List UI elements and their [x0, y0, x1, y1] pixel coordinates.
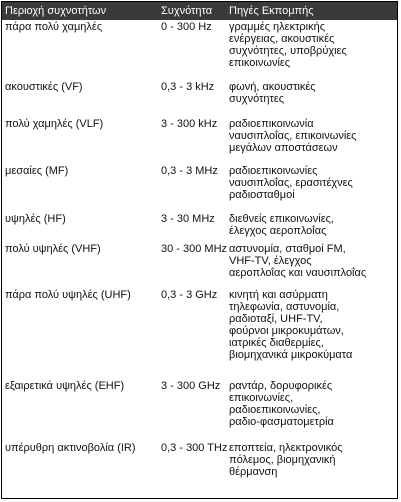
sources-line: ραδιο-φασματομετρία	[229, 416, 334, 428]
table-row	[2, 164, 397, 212]
sources-line: ναυσιπλοΐας, επικοινωνίες	[229, 130, 357, 142]
frequency-table-frame	[1, 1, 398, 499]
sources-line: έλεγχος αεροπλοΐας	[229, 225, 327, 237]
table-row	[2, 441, 397, 487]
region-cell: ακουστικές (VF)	[5, 81, 83, 93]
region-cell: πολύ υψηλές (VHF)	[5, 243, 101, 255]
sources-line: ραντάρ, δορυφορικές	[229, 380, 333, 392]
sources-line: τηλεφωνία, αστυνομία,	[229, 301, 340, 313]
region-cell: πάρα πολύ υψηλές (UHF)	[5, 289, 131, 301]
frequency-cell: 0,3 - 300 THz	[161, 442, 228, 454]
sources-line: βιομηχανικά μικροκύματα	[229, 349, 353, 361]
sources-line: ραδιοεπικοινωνίες	[229, 165, 318, 177]
sources-line: ραδιοεπικοινωνία	[229, 118, 314, 130]
table-row	[2, 379, 397, 441]
sources-cell	[228, 164, 397, 212]
table-row	[2, 117, 397, 164]
header-sources: Πηγές Εκπομπής	[228, 2, 397, 20]
sources-line: επικοινωνίες,	[229, 392, 294, 404]
sources-line: αστυνομία, σταθμοί FM,	[229, 243, 346, 255]
sources-line: ραδιοσταθμοί	[229, 189, 295, 201]
sources-line: κινητή και ασύρματη	[229, 289, 328, 301]
frequency-cell: 3 - 30 MHz	[161, 213, 215, 225]
table-row	[2, 288, 397, 379]
region-cell: υπέρυθρη ακτινοβολία (IR)	[5, 442, 136, 454]
sources-cell	[228, 288, 397, 379]
frequency-cell: 30 - 300 MHz	[161, 243, 228, 255]
header-frequency: Συχνότητα	[157, 2, 228, 20]
sources-line: ενέργειας, ακουστικές	[229, 33, 335, 45]
sources-line: διεθνείς επικοινωνίες,	[229, 213, 334, 225]
table-row	[2, 80, 397, 117]
header-region: Περιοχή συχνοτήτων	[2, 2, 157, 20]
region-cell: εξαιρετικά υψηλές (EHF)	[5, 380, 125, 392]
frequency-cell: 3 - 300 kHz	[161, 118, 218, 130]
region-cell: μεσαίες (MF)	[5, 165, 69, 177]
sources-cell	[228, 20, 397, 80]
sources-cell	[228, 379, 397, 441]
sources-line: γραμμές ηλεκτρικής	[229, 21, 326, 33]
sources-line: θέρμανση	[229, 466, 278, 478]
frequency-cell: 0,3 - 3 MHz	[161, 165, 218, 177]
region-cell: πολύ χαμηλές (VLF)	[5, 118, 104, 130]
sources-cell	[228, 212, 397, 242]
table-row	[2, 212, 397, 242]
sources-line: ραδιοεπικοινωνίες,	[229, 404, 321, 416]
sources-cell	[228, 441, 397, 487]
sources-line: ιατρικές διαθερμίες,	[229, 337, 324, 349]
sources-line: πόλεμος, βιομηχανική	[229, 454, 336, 466]
sources-cell	[228, 80, 397, 117]
table-header-row	[2, 2, 397, 20]
table-row	[2, 20, 397, 80]
sources-line: φούρνοι μικροκυμάτων,	[229, 325, 344, 337]
region-cell: πάρα πολύ χαμηλές	[5, 21, 103, 33]
sources-line: επικοινωνίες	[229, 57, 291, 69]
sources-line: ναυσιπλοΐας, ερασιτέχνες	[229, 177, 353, 189]
frequency-table	[2, 2, 397, 487]
region-cell: υψηλές (HF)	[5, 213, 66, 225]
sources-line: ραδιοταξί, UHF-TV,	[229, 313, 323, 325]
sources-line: εποπτεία, ηλεκτρονικός	[229, 442, 343, 454]
frequency-cell: 0,3 - 3 kHz	[161, 81, 215, 93]
sources-line: φωνή, ακουστικές	[229, 81, 316, 93]
frequency-cell: 3 - 300 GHz	[161, 380, 221, 392]
sources-line: VHF-TV, έλεγχος	[229, 255, 312, 267]
sources-cell	[228, 242, 397, 288]
frequency-cell: 0 - 300 Hz	[161, 21, 212, 33]
frequency-cell: 0,3 - 3 GHz	[161, 289, 218, 301]
sources-cell	[228, 117, 397, 164]
sources-line: συχνότητες	[229, 93, 285, 105]
table-row	[2, 242, 397, 288]
sources-line: αεροπλοΐας και ναυσιπλοΐας	[229, 267, 367, 279]
sources-line: μεγάλων αποστάσεων	[229, 142, 338, 154]
sources-line: συχνότητες, υποβρύχιες	[229, 45, 347, 57]
